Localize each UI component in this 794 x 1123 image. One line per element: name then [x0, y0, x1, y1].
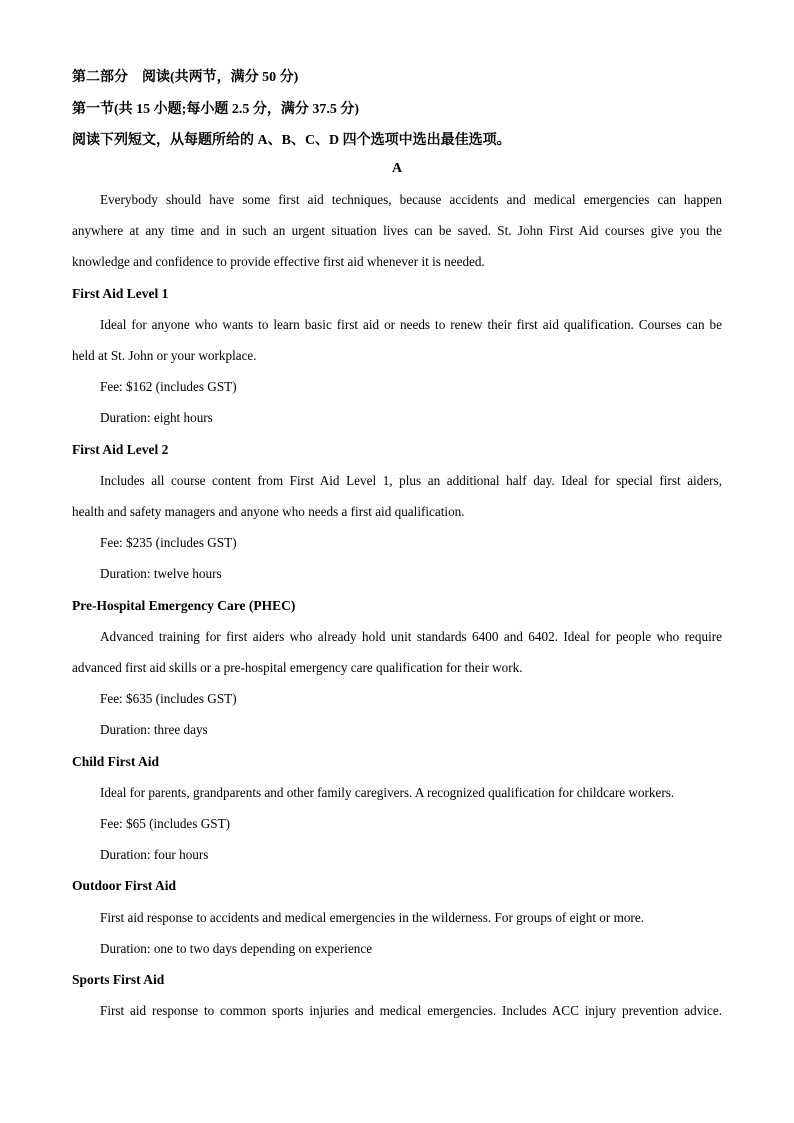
course-duration-child: Duration: four hours — [100, 847, 209, 862]
course-fee-child: Fee: $65 (includes GST) — [100, 816, 231, 831]
course-desc-outdoor: First aid response to accidents and medical emergencies in the wilderness. For groups of eight or more. — [100, 910, 644, 925]
section-title: 第一节(共 15 小题;每小题 2.5 分，满分 37.5 分) — [72, 102, 359, 117]
course-desc-level1-line1: Ideal for anyone who wants to learn basic first aid or needs to renew their first aid qualification. Courses can be — [100, 317, 722, 332]
course-desc-level2-line1: Includes all course content from First Aid Level 1, plus an additional half day. Ideal for special first aiders, — [100, 473, 722, 488]
course-fee-level2: Fee: $235 (includes GST) — [100, 535, 237, 550]
intro-line-1: Everybody should have some first aid techniques, because accidents and medical emergencies can happen — [100, 192, 722, 207]
course-desc-sports: First aid response to common sports injuries and medical emergencies. Includes ACC injury prevention advice. — [100, 1003, 722, 1018]
course-fee-phec: Fee: $635 (includes GST) — [100, 691, 237, 706]
intro-line-3: knowledge and confidence to provide effective first aid whenever it is needed. — [72, 254, 485, 269]
passage-label: A — [391, 161, 403, 176]
intro-line-2: anywhere at any time and in such an urgent situation lives can be saved. St. John First Aid courses give you the — [72, 223, 722, 238]
course-fee-level1: Fee: $162 (includes GST) — [100, 379, 237, 394]
course-title-child: Child First Aid — [72, 754, 160, 769]
course-desc-phec-line2: advanced first aid skills or a pre-hospital emergency care qualification for their work. — [72, 660, 523, 675]
course-duration-level2: Duration: twelve hours — [100, 566, 222, 581]
course-duration-level1: Duration: eight hours — [100, 410, 213, 425]
course-desc-level2-line2: health and safety managers and anyone who needs a first aid qualification. — [72, 504, 465, 519]
course-desc-level1-line2: held at St. John or your workplace. — [72, 348, 257, 363]
course-duration-phec: Duration: three days — [100, 722, 208, 737]
course-title-outdoor: Outdoor First Aid — [72, 878, 177, 893]
instruction: 阅读下列短文，从每题所给的 A、B、C、D 四个选项中选出最佳选项。 — [72, 133, 511, 148]
part-title: 第二部分 阅读(共两节，满分 50 分) — [72, 70, 299, 85]
course-title-phec: Pre-Hospital Emergency Care (PHEC) — [72, 598, 296, 613]
course-title-level1: First Aid Level 1 — [72, 286, 169, 301]
course-duration-outdoor: Duration: one to two days depending on experience — [100, 941, 373, 956]
course-desc-phec-line1: Advanced training for first aiders who already hold unit standards 6400 and 6402. Ideal for people who require — [100, 629, 722, 644]
course-title-sports: Sports First Aid — [72, 972, 165, 987]
course-desc-child: Ideal for parents, grandparents and other family caregivers. A recognized qualification for childcare workers. — [100, 785, 675, 800]
course-title-level2: First Aid Level 2 — [72, 442, 169, 457]
